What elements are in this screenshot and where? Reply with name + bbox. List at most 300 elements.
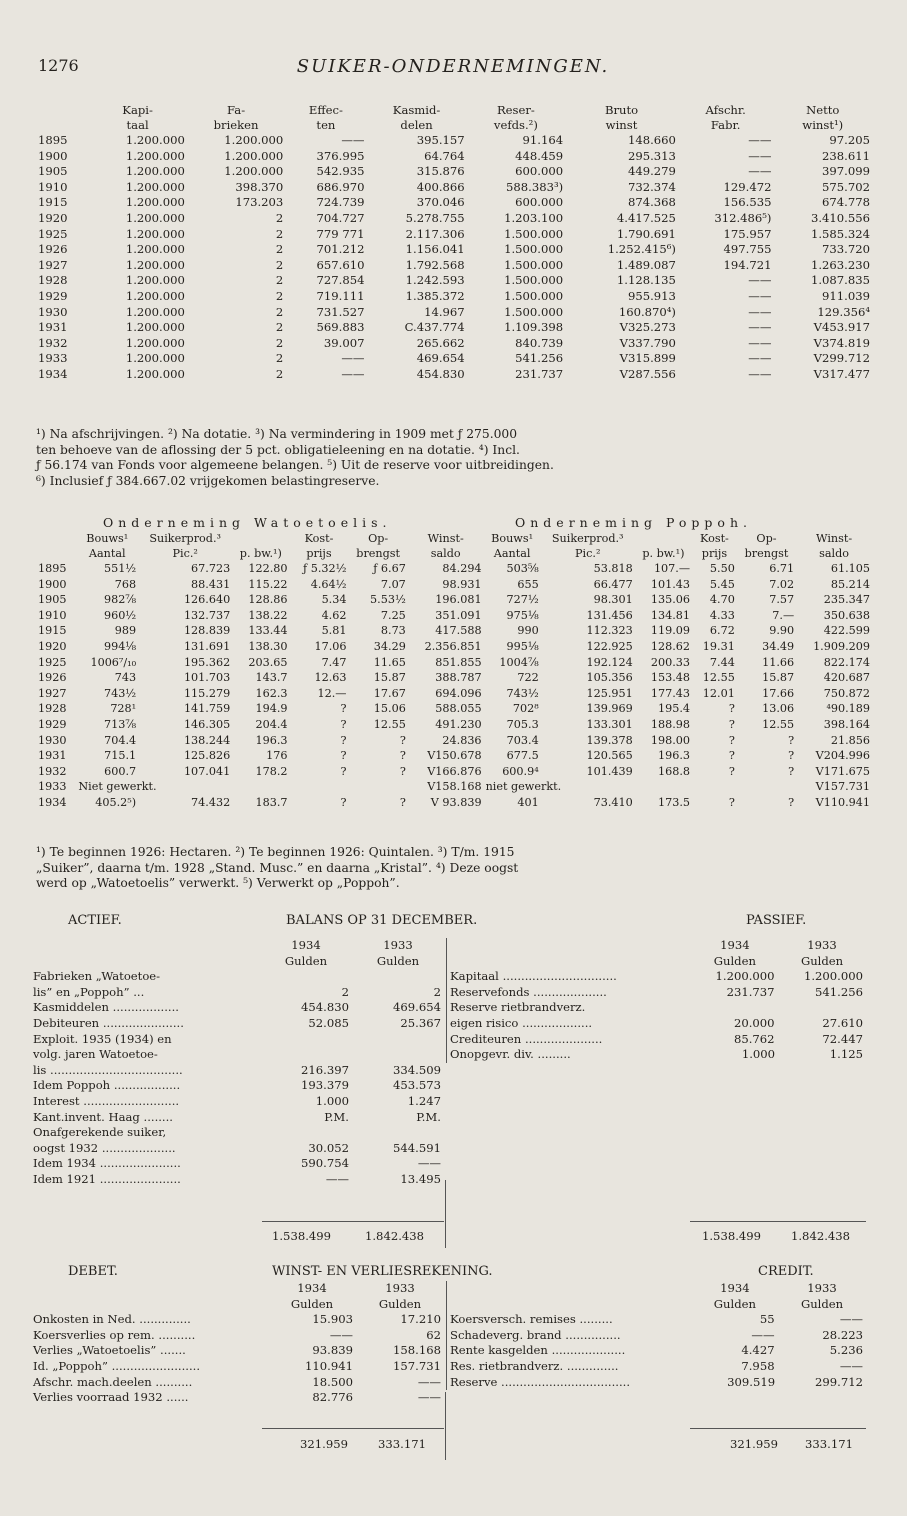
table-cell: V150.678 [427, 749, 482, 763]
table-cell: 128.839 [183, 624, 231, 638]
table-cell: 131.691 [183, 639, 231, 653]
table-row [36, 367, 872, 383]
table-row [36, 273, 872, 289]
ledger-value-1934 [260, 1125, 352, 1141]
spacer [30, 938, 260, 954]
table-header-row [36, 118, 872, 133]
table-cell: 1.500.000 [504, 257, 564, 272]
table-cell: 139.378 [586, 733, 633, 747]
table-cell: 5.278.755 [405, 210, 465, 225]
ledger-label: Onkosten in Ned. .............. [33, 1312, 191, 1327]
table-row [36, 242, 872, 258]
table-cell: ƒ 5.32½ [303, 562, 347, 575]
table-cell: 588.055 [435, 702, 482, 716]
table-cell: 743½ [103, 686, 137, 700]
table-cell: 1.500.000 [504, 242, 564, 257]
table-cell: 840.739 [515, 335, 564, 350]
ledger-value-1934: 1.000 [741, 1047, 776, 1062]
table-cell: 91.164 [522, 133, 564, 147]
table-cell: 183.7 [255, 795, 288, 809]
ledger-row [30, 985, 444, 1001]
table-cell: 173.5 [658, 795, 691, 809]
table-cell: 7.02 [769, 577, 795, 591]
year-cell: 1932 [38, 335, 68, 350]
table-cell: 2.117.306 [405, 226, 465, 241]
year-cell: 1900 [38, 148, 68, 163]
table-row [36, 748, 872, 764]
ledger-value-1933 [352, 1047, 444, 1063]
table-row [36, 351, 872, 367]
balance-liabilities [446, 938, 866, 1063]
table-cell: 238.611 [822, 148, 870, 163]
ledger-value-1934: 7.958 [741, 1358, 775, 1373]
pnl-total-1934-right: 321.959 [730, 1437, 778, 1451]
table-cell: 12.55 [373, 717, 406, 731]
year-cell: 1895 [38, 562, 67, 575]
ledger-row [30, 1032, 444, 1048]
table2-footnotes [36, 845, 876, 892]
table-cell: V157.731 [815, 780, 870, 794]
ledger-label: Kasmiddelen .................. [33, 1000, 179, 1015]
table-cell: 4.417.525 [616, 210, 676, 225]
table1-footnotes [36, 427, 876, 489]
table-cell: 704.727 [316, 210, 365, 225]
table-cell: 134.81 [650, 608, 691, 622]
table-row [36, 305, 872, 321]
table-cell: 98.931 [442, 577, 482, 591]
table-cell: 15.87 [762, 671, 795, 685]
table-cell: 112.323 [586, 624, 633, 638]
table-cell: 398.164 [823, 717, 870, 731]
table-cell: 138.30 [248, 639, 288, 653]
table-cell: 989 [114, 624, 137, 638]
table-cell: 655 [517, 577, 539, 591]
ledger-row [30, 1359, 444, 1375]
table-row [36, 258, 872, 274]
table-row-1934 [36, 795, 872, 811]
ledger-value-1933: 1.200.000 [803, 969, 863, 984]
ledger-value-1933: 25.367 [400, 1015, 441, 1030]
table-cell: 7.47 [321, 655, 347, 669]
ledger-value-1933: —— [839, 1358, 863, 1373]
ledger-label: Reserve ................................... [450, 1374, 631, 1389]
table-cell: 388.787 [435, 671, 482, 685]
column-header: Reser- [496, 103, 535, 117]
table-cell: 1.200.000 [125, 304, 185, 319]
table-cell: 713⅞ [103, 717, 137, 731]
table-cell: 39.007 [323, 335, 365, 350]
column-header: Kapi- [122, 103, 153, 117]
ledger-label: Verlies voorraad 1932 ...... [33, 1390, 189, 1405]
table-cell: V204.996 [815, 749, 870, 763]
table-cell: ? [340, 717, 347, 731]
table-cell: ? [399, 749, 406, 763]
column-header: Kost- [304, 532, 334, 545]
table-row [36, 608, 872, 624]
table-cell: 5.53½ [370, 593, 406, 607]
column-header [36, 532, 76, 547]
table-cell: 2 [275, 366, 284, 381]
ledger-value-1934: 93.839 [312, 1343, 353, 1358]
ledger-row [30, 1094, 444, 1110]
table-cell: 173.203 [235, 195, 284, 210]
ledger-label: lis .................................... [33, 1062, 183, 1077]
table-row [36, 686, 872, 702]
table-cell: 34.49 [762, 639, 795, 653]
ledger-value-1934: 590.754 [301, 1156, 349, 1171]
ledger-row [447, 1359, 867, 1375]
spacer [447, 1297, 693, 1313]
table-cell: 1.200.000 [125, 273, 185, 288]
table-cell: 1.909.209 [813, 639, 870, 653]
table-cell: 21.856 [830, 733, 870, 747]
table-cell: 715.1 [104, 749, 137, 763]
column-header: Netto [806, 103, 840, 117]
table-cell: 176 [266, 749, 288, 763]
table-cell: 67.723 [191, 562, 231, 575]
pnl-title: WINST- EN VERLIESREKENING. [272, 1264, 493, 1279]
table-cell: 727.854 [316, 273, 365, 288]
table-cell: 491.230 [435, 717, 482, 731]
table-cell: 694.096 [435, 686, 482, 700]
table-cell: 1004⅞ [499, 655, 539, 669]
table-cell: ? [728, 795, 735, 809]
table-cell: 97.205 [829, 133, 870, 147]
table-cell: 395.157 [416, 133, 465, 147]
table-cell: 1.500.000 [504, 304, 564, 319]
table-cell: 719.111 [316, 288, 365, 303]
ledger-value-1933: 72.447 [822, 1031, 863, 1046]
ledger-value-1933: P.M. [416, 1109, 441, 1124]
ledger-value-1934: 231.737 [726, 984, 775, 999]
table-cell: ? [340, 702, 347, 716]
ledger-row [447, 985, 867, 1001]
table-cell: V325.273 [619, 320, 676, 335]
column-header: Suikerprod.³ [551, 532, 624, 545]
table-cell: 733.720 [822, 242, 870, 257]
spacer [30, 1281, 268, 1297]
table-cell: ? [728, 764, 735, 778]
year-cell: 1926 [38, 671, 67, 685]
ledger-value-1933: 334.509 [393, 1062, 441, 1077]
table-cell: 9.90 [769, 624, 795, 638]
spacer [447, 954, 693, 970]
ledger-value-1933: 62 [426, 1327, 441, 1342]
ledger-value-1933: —— [417, 1156, 441, 1171]
table-cell: V337.790 [619, 335, 676, 350]
ledger-value-1933: 1.247 [407, 1093, 441, 1108]
column-header: Aantal [493, 546, 531, 560]
ledger-value-1933: 541.256 [815, 984, 863, 999]
table-cell: 2 [275, 242, 284, 257]
ledger-label: lis” en „Poppoh” ... [33, 984, 145, 999]
table-cell: 11.65 [373, 655, 406, 669]
ledger-value-1934: —— [329, 1327, 353, 1342]
not-worked-note: Niet gewerkt. [78, 780, 157, 794]
ledger-value-1934: 1.000 [315, 1093, 349, 1108]
table-cell: 265.662 [416, 335, 465, 350]
table-row [36, 623, 872, 639]
table-row [36, 733, 872, 749]
column-header: winst¹) [802, 118, 844, 132]
table-cell: 5.45 [709, 577, 735, 591]
ledger-value-1933: 453.573 [393, 1078, 441, 1093]
table-cell: 779 771 [316, 226, 365, 241]
table-cell: 315.876 [416, 164, 465, 179]
ledger-value-1933: —— [417, 1390, 441, 1405]
unit-header: Gulden [800, 953, 844, 968]
table-cell: 743 [114, 671, 137, 685]
ledger-label: Debiteuren ...................... [33, 1015, 184, 1030]
year-cell: 1930 [38, 733, 67, 747]
table-cell: 541.256 [515, 351, 564, 366]
table-cell: 129.472 [723, 179, 772, 194]
table-cell: 156.535 [723, 195, 772, 210]
table-row [36, 764, 872, 780]
table-cell: 705.3 [506, 717, 539, 731]
table-cell: 2 [275, 304, 284, 319]
table-cell: ? [788, 749, 795, 763]
column-header [635, 532, 692, 547]
year-cell: 1925 [38, 226, 68, 241]
table-row [36, 336, 872, 352]
year-cell: 1931 [38, 749, 67, 763]
table-cell: 128.62 [650, 639, 691, 653]
year-header: 1933 [383, 938, 413, 952]
table-cell: 975⅛ [506, 608, 539, 622]
year-cell: 1928 [38, 702, 67, 716]
ledger-row [447, 1375, 867, 1391]
group-heading-watoetoelis: Onderneming Watoetoelis. [103, 515, 392, 530]
pnl-total-1934-left: 321.959 [300, 1437, 348, 1451]
table-cell: 1.200.000 [125, 351, 185, 366]
pnl-divider [445, 1392, 446, 1460]
table-cell: 822.174 [823, 655, 870, 669]
table-cell: 911.039 [822, 288, 870, 303]
ledger-label: Koersverlies op rem. .......... [33, 1327, 196, 1342]
table-cell: 192.124 [586, 655, 633, 669]
table-cell: 1.790.691 [616, 226, 676, 241]
pnl-debit-total-rule [262, 1428, 444, 1429]
table-cell: 74.432 [191, 795, 231, 809]
column-header: ten [316, 118, 336, 132]
ledger-label: Idem 1921 ...................... [33, 1171, 181, 1186]
year-cell: 1929 [38, 717, 67, 731]
table-cell: ? [728, 702, 735, 716]
ledger-value-1933: 1.125 [829, 1047, 863, 1062]
table-cell: 2 [275, 351, 284, 366]
ledger-row [30, 1016, 444, 1032]
table-header-row [36, 103, 872, 118]
ledger-label: Afschr. mach.deelen .......... [33, 1374, 193, 1389]
table-cell: 84.294 [442, 562, 482, 575]
year-cell: 1925 [38, 655, 67, 669]
table-cell: 17.66 [762, 686, 795, 700]
column-header: Fa- [227, 103, 246, 117]
column-header: Bruto [604, 103, 639, 117]
table-cell: 1.500.000 [504, 273, 564, 288]
table-cell: 701.212 [316, 242, 365, 257]
ledger-row [447, 1016, 867, 1032]
table-cell: 1.156.041 [405, 242, 465, 257]
table-cell: 420.687 [823, 671, 870, 685]
column-header: Op- [368, 532, 389, 545]
table-cell: 2 [275, 257, 284, 272]
ledger-row [447, 1000, 867, 1016]
ledger-label: Id. „Poppoh” ........................ [33, 1358, 201, 1373]
year-cell: 1933 [38, 780, 67, 794]
table-cell: 1.203.100 [504, 210, 564, 225]
spacer [447, 938, 693, 954]
table-cell: 139.969 [586, 702, 633, 716]
ledger-row [30, 1328, 444, 1344]
table-cell: 724.739 [316, 195, 365, 210]
unit-header: Gulden [800, 1296, 844, 1311]
ledger-row [447, 1032, 867, 1048]
column-header: Winst- [816, 532, 853, 545]
table-cell: 203.65 [248, 655, 288, 669]
table-cell: 990 [517, 624, 539, 638]
table-cell: —— [341, 133, 365, 147]
column-header: p. bw.¹) [239, 546, 282, 560]
group-heading-poppoh: Onderneming Poppoh. [515, 515, 752, 530]
table-cell: 600.000 [515, 195, 564, 210]
table-cell: 874.368 [627, 195, 676, 210]
table-cell: 370.046 [416, 195, 465, 210]
table-cell: 129.356⁴ [817, 304, 870, 319]
table-cell: 162.3 [255, 686, 288, 700]
table-cell: 1.585.324 [810, 226, 870, 241]
table-header-row [36, 547, 872, 562]
table-cell: ? [728, 749, 735, 763]
ledger-value-1934 [260, 969, 352, 985]
table-cell: ƒ 6.67 [373, 562, 406, 575]
table-cell: 122.80 [248, 562, 288, 575]
table-cell: 398.370 [235, 179, 284, 194]
table-cell: 750.872 [823, 686, 870, 700]
year-cell: 1929 [38, 288, 68, 303]
table-cell: 1.500.000 [504, 288, 564, 303]
ledger-row [30, 1047, 444, 1063]
table-row [36, 670, 872, 686]
table-cell: 195.4 [658, 702, 691, 716]
ledger-value-1934: —— [325, 1171, 349, 1186]
unit-header: Gulden [713, 1296, 756, 1311]
ledger-row [447, 1343, 867, 1359]
table-cell: 146.305 [183, 717, 231, 731]
table-cell: 128.86 [248, 593, 288, 607]
table-cell: V171.675 [815, 764, 870, 778]
table-cell: 66.477 [593, 577, 633, 591]
table-cell: 17.06 [314, 639, 347, 653]
table-cell: 703.4 [506, 733, 539, 747]
ledger-row [30, 1063, 444, 1079]
ledger-value-1934: 193.379 [301, 1078, 349, 1093]
table-cell: —— [748, 320, 772, 335]
table-cell: 1.200.000 [125, 288, 185, 303]
ledger-row [30, 1343, 444, 1359]
page-number: 1276 [38, 56, 79, 75]
column-header: Bouws¹ [86, 532, 129, 545]
balance-title: BALANS OP 31 DECEMBER. [286, 913, 478, 928]
table-cell: 351.091 [435, 608, 482, 622]
table-cell: 722 [517, 671, 539, 685]
table-cell: 4.62 [321, 608, 347, 622]
year-cell: 1926 [38, 242, 68, 257]
balance-passief-heading: PASSIEF. [746, 913, 807, 928]
table-cell: 7.44 [709, 655, 735, 669]
table-cell: 1.200.000 [125, 226, 185, 241]
table-cell: 1.200.000 [125, 164, 185, 179]
unit-header: Gulden [376, 953, 420, 968]
ledger-label: Fabrieken „Watoetoe- [33, 969, 161, 984]
table-cell: —— [748, 335, 772, 350]
table-cell: 569.883 [316, 320, 365, 335]
year-cell: 1915 [38, 195, 68, 210]
ledger-label: volg. jaren Watoetoe- [33, 1047, 158, 1062]
table-cell: 5.81 [321, 624, 347, 638]
table-cell: 1.263.230 [810, 257, 870, 272]
table-cell: 231.737 [515, 366, 564, 381]
table-cell: 15.87 [373, 671, 406, 685]
table-cell: 1.200.000 [224, 133, 284, 147]
ledger-row [30, 1000, 444, 1016]
column-header: winst [605, 118, 638, 132]
table-cell: 503⅝ [506, 562, 539, 575]
table-cell: —— [748, 351, 772, 366]
column-header: saldo [430, 546, 461, 560]
table-cell: 168.8 [658, 764, 691, 778]
table-cell: 4.33 [709, 608, 735, 622]
table-cell: 1.200.000 [125, 320, 185, 335]
table-cell: V166.876 [427, 764, 482, 778]
unit-header: Gulden [713, 953, 756, 968]
column-header: prijs [701, 546, 728, 560]
table-cell: 677.5 [506, 749, 539, 763]
ledger-label: Kant.invent. Haag ........ [33, 1109, 173, 1124]
table-cell: ⁴90.189 [826, 702, 870, 716]
table-cell: 131.456 [586, 608, 633, 622]
table-cell: 11.66 [762, 655, 795, 669]
table-cell: 126.640 [183, 593, 231, 607]
ledger-value-1934: 15.903 [312, 1312, 353, 1327]
ledger-label: Onafgerekende suiker, [33, 1125, 167, 1140]
table-cell: 133.44 [248, 624, 288, 638]
pnl-debit [30, 1281, 444, 1406]
ledger-value-1933 [352, 1125, 444, 1141]
table-cell: ? [399, 795, 406, 809]
column-header: Kasmid- [392, 103, 441, 117]
ledger-label: Idem Poppoh .................. [33, 1078, 181, 1093]
table-cell: C.437.774 [404, 320, 465, 335]
table-cell: 175.957 [723, 226, 772, 241]
ledger-value-1934: P.M. [324, 1109, 349, 1124]
ledger-value-1934 [692, 1000, 778, 1016]
year-cell: 1920 [38, 210, 68, 225]
ledger-value-1933: 13.495 [400, 1171, 441, 1186]
table-cell: 34.29 [373, 639, 406, 653]
table-cell: 160.870⁴) [618, 304, 676, 319]
pnl-total-1933-left: 333.171 [378, 1437, 426, 1451]
table-cell: V374.819 [813, 335, 870, 350]
table-cell: 994⅛ [103, 639, 137, 653]
footnote-line: ¹) Na afschrijvingen. ²) Na dotatie. ³) Na vermindering in 1909 met ƒ 275.000 [36, 427, 518, 441]
ledger-row [30, 1125, 444, 1141]
ledger-value-1934: 4.427 [741, 1343, 775, 1358]
table-cell: 148.660 [627, 133, 676, 147]
ledger-value-1933: 28.223 [822, 1327, 863, 1342]
year-header: 1934 [720, 1281, 750, 1295]
